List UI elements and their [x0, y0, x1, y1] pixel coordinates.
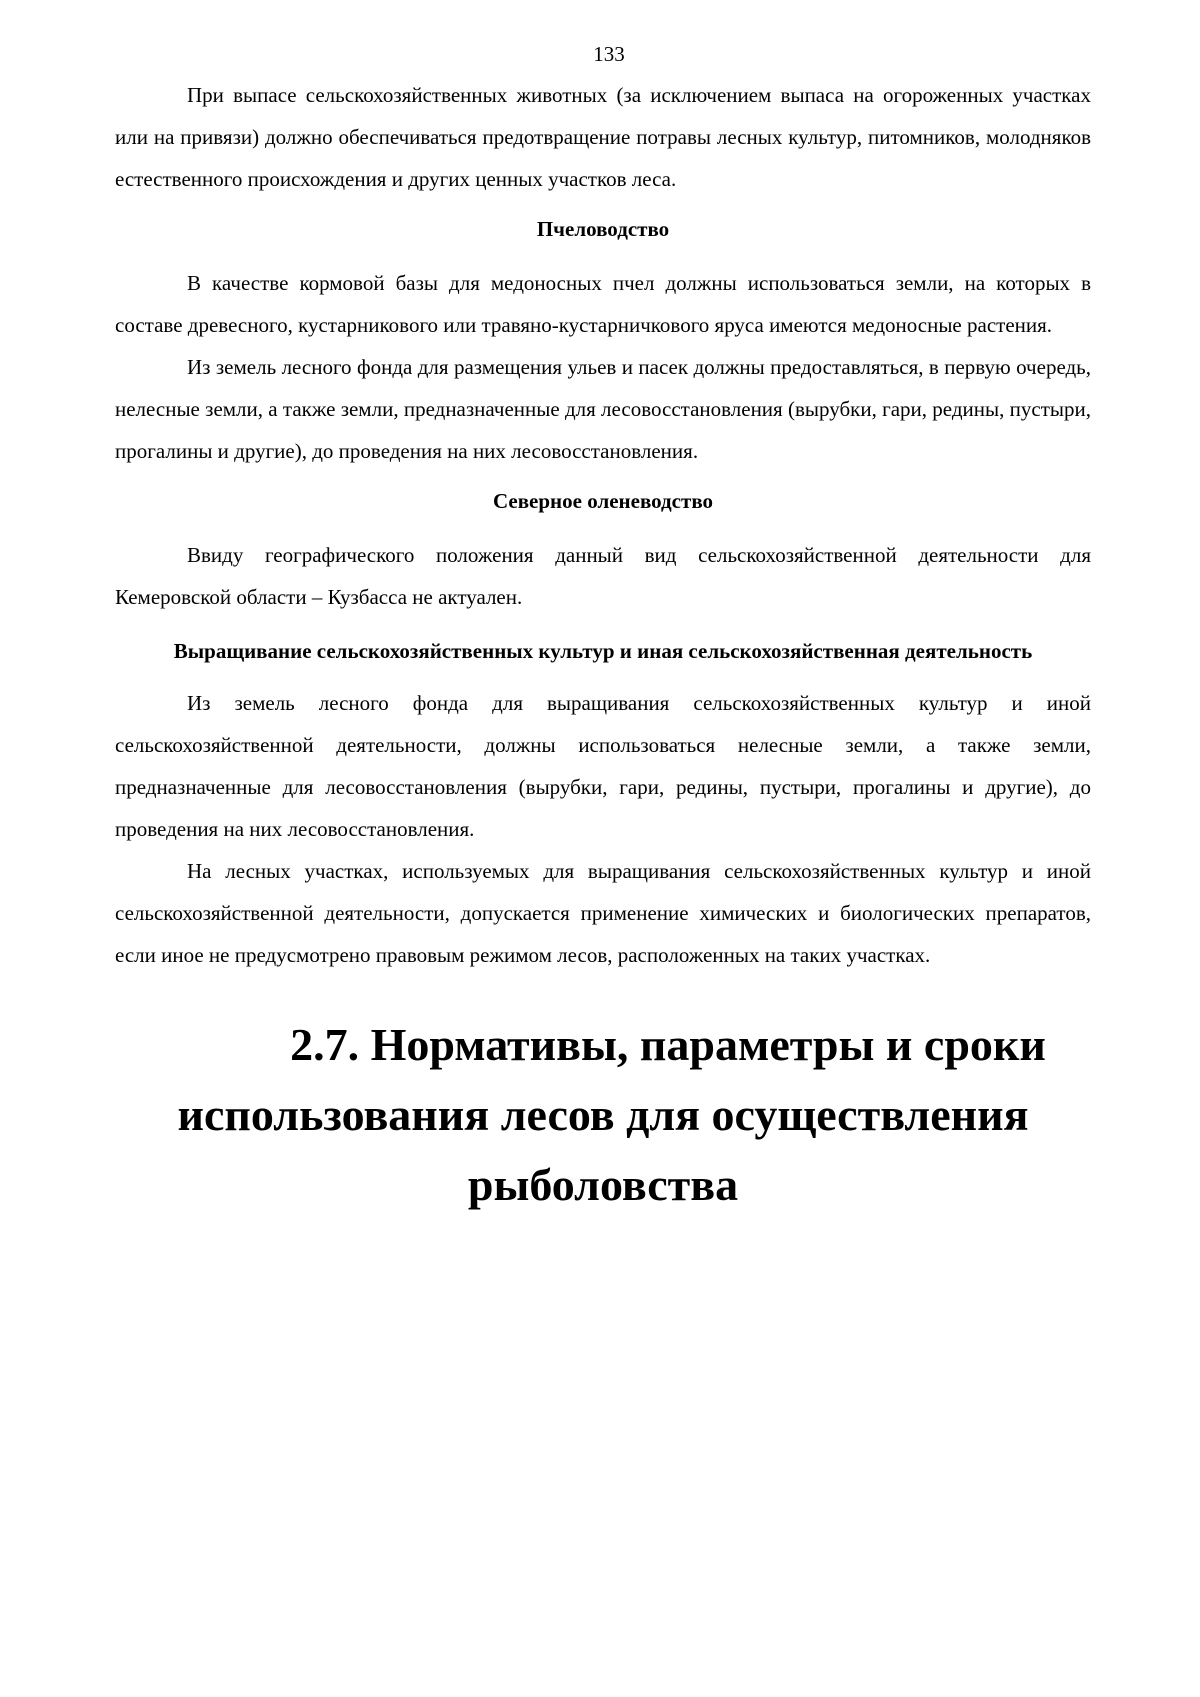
paragraph-reindeer-not-relevant: Ввиду географического положения данный вид сельскохозяйственной деятельности для Кемеровской области – Кузбасса не актуален. [115, 543, 1091, 609]
subheading-reindeer-herding: Северное оленеводство [492, 489, 714, 513]
paragraph-apiary-placement: Из земель лесного фонда для размещения ульев и пасек должны предоставляться, в первую очередь, нелесные земли, а также земли, предназначенные для лесовосстановления (вырубки, гари, редины, пустыри, прогалины и другие), до проведения на них лесовосстановления. [115, 355, 1091, 463]
paragraph-grazing: При выпасе сельскохозяйственных животных (за исключением выпаса на огороженных участках или на привязи) должно обеспечиваться предотвращение потравы лесных культур, питомников, молодняков естественного происхождения и других ценных участков леса. [115, 83, 1091, 191]
subheading-beekeeping: Пчеловодство [536, 217, 670, 241]
section-heading [115, 1010, 1091, 1220]
subheading-crop-cultivation: Выращивание сельскохозяйственных культур и иная сельскохозяйственная деятельность [173, 639, 1033, 663]
paragraph-chemicals: На лесных участках, используемых для выращивания сельскохозяйственных культур и иной сельскохозяйственной деятельности, допускается применение химических и биологических препаратов, если иное не предусмотрено правовым режимом лесов, расположенных на таких участках. [115, 859, 1091, 967]
section-heading-line-1: 2.7. Нормативы, параметры и сроки [290, 1019, 1046, 1070]
page-number: 133 [593, 42, 625, 66]
section-heading-line-3: рыболовства [467, 1159, 739, 1210]
document-page [115, 36, 1091, 1220]
section-heading-line-2: использования лесов для осуществления [177, 1089, 1029, 1140]
paragraph-crop-lands: Из земель лесного фонда для выращивания сельскохозяйственных культур и иной сельскохозяйственной деятельности, должны использоваться нелесные земли, а также земли, предназначенные для лесовосстановления (вырубки, гари, редины, пустыри, прогалины и другие), до проведения на них лесовосстановления. [115, 691, 1091, 841]
paragraph-bee-forage: В качестве кормовой базы для медоносных пчел должны использоваться земли, на которых в составе древесного, кустарникового или травяно-кустарничкового яруса имеются медоносные растения. [115, 271, 1091, 337]
